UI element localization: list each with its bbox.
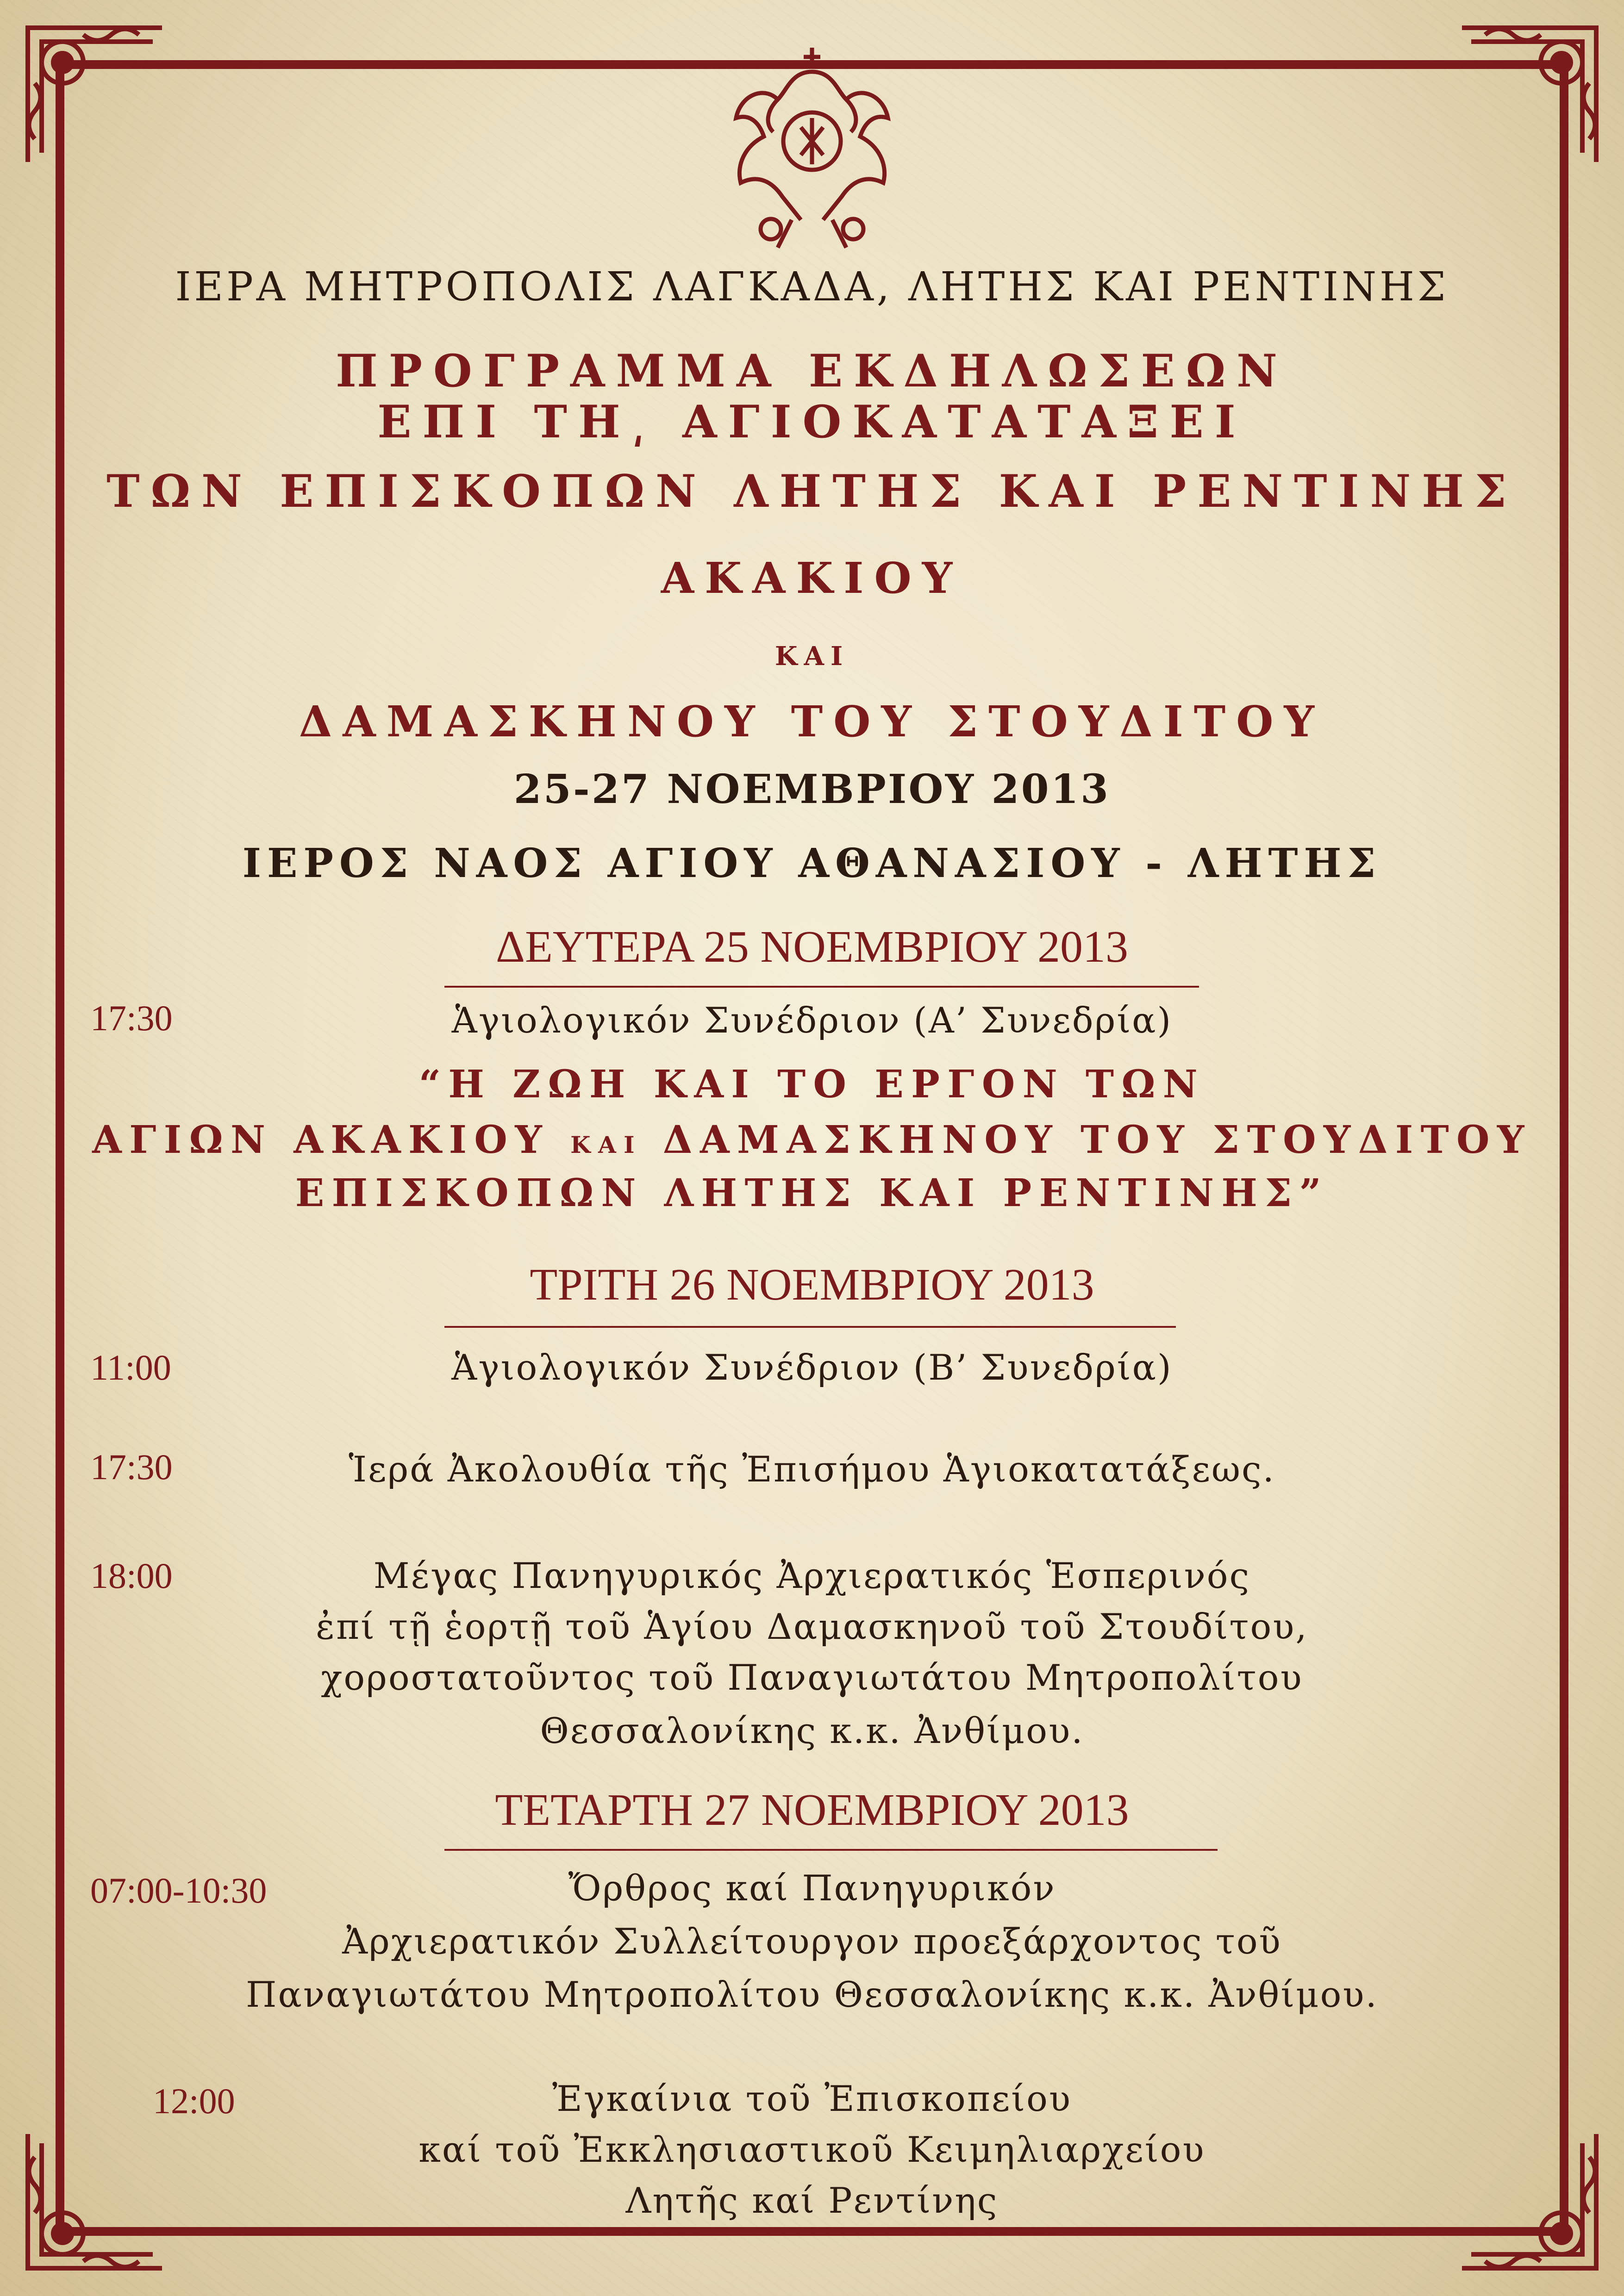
lecture-title-line: ΕΠΙΣΚΟΠΩΝ ΛΗΤΗΣ ΚΑΙ ΡΕΝΤΙΝΗΣ”	[295, 1171, 1329, 1215]
event-description: Ἀρχιερατικόν Συλλείτουργον προεξάρχοντος τοῦ	[342, 1921, 1282, 1962]
lecture-title-saints: ΑΓΙΩΝ ΑΚΑΚΙΟΥ	[92, 1118, 550, 1162]
lecture-title-line: “Η ΖΩΗ ΚΑΙ ΤΟ ΕΡΓΟΝ ΤΩΝ	[418, 1062, 1206, 1107]
saint-name-damaskinos: ΔΑΜΑΣΚΗΝΟΥ ΤΟΥ ΣΤΟΥΔΙΤΟΥ	[299, 697, 1325, 747]
event-description: Παναγιωτάτου Μητροπολίτου Θεσσαλονίκης κ.κ. Ἀνθίμου.	[246, 1974, 1378, 2015]
saint-name-akakios: ΑΚΑΚΙΟΥ	[661, 553, 963, 603]
event-description: χοροστατοῦντος τοῦ Παναγιωτάτου Μητροπολίτου	[321, 1657, 1303, 1698]
ornamental-corner-icon	[1453, 19, 1605, 171]
event-description: Μέγας Πανηγυρικός Ἀρχιερατικός Ἑσπερινός	[373, 1555, 1251, 1596]
day-heading-tuesday: ΤΡΙΤΗ 26 ΝΟΕΜΒΡΙΟΥ 2013	[530, 1260, 1094, 1310]
day-divider	[444, 1849, 1218, 1851]
metropolis-title: ΙΕΡΑ ΜΗΤΡΟΠΟΛΙΣ ΛΑΓΚΑΔΑ, ΛΗΤΗΣ ΚΑΙ ΡΕΝΤΙΝΗΣ	[175, 264, 1449, 310]
event-time: 17:30	[90, 1447, 173, 1487]
program-subtitle-bishops: ΤΩΝ ΕΠΙΣΚΟΠΩΝ ΛΗΤΗΣ ΚΑΙ ΡΕΝΤΙΝΗΣ	[106, 465, 1518, 517]
program-subtitle: ΕΠΙ ΤΗ͵ ΑΓΙΟΚΑΤΑΤΑΞΕΙ	[377, 396, 1247, 448]
day-heading-wednesday: ΤΕΤΑΡΤΗ 27 ΝΟΕΜΒΡΙΟΥ 2013	[495, 1785, 1129, 1835]
lecture-title-damaskinos: ΔΑΜΑΣΚΗΝΟΥ ΤΟΥ ΣΤΟΥΔΙΤΟΥ	[662, 1118, 1532, 1162]
conjunction-kai: ΚΑΙ	[775, 641, 849, 672]
day-divider	[444, 1326, 1176, 1328]
event-description: Ἐγκαίνια τοῦ Ἐπισκοπείου	[552, 2078, 1072, 2119]
event-time: 11:00	[90, 1347, 171, 1388]
day-heading-monday: ΔΕΥΤΕΡΑ 25 ΝΟΕΜΒΡΙΟΥ 2013	[496, 922, 1128, 972]
double-headed-eagle-icon	[708, 44, 916, 257]
event-time: 17:30	[90, 998, 173, 1038]
event-description: Ἱερά Ἀκολουθία τῆς Ἐπισήμου Ἁγιοκατατάξεως.	[349, 1449, 1275, 1490]
event-time: 18:00	[90, 1556, 173, 1596]
event-description: καί τοῦ Ἐκκλησιαστικοῦ Κειμηλιαρχείου	[418, 2129, 1206, 2170]
program-title: ΠΡΟΓΡΑΜΜΑ ΕΚΔΗΛΩΣΕΩΝ	[336, 345, 1288, 397]
event-time: 12:00	[153, 2081, 235, 2121]
event-description: Ἁγιολογικόν Συνέδριον (Α’ Συνεδρία)	[451, 1000, 1173, 1041]
event-time: 07:00-10:30	[90, 1870, 267, 1910]
lecture-title-line	[0, 1118, 1624, 1162]
event-description: Θεσσαλονίκης κ.κ. Ἀνθίμου.	[540, 1710, 1084, 1751]
lecture-title-kai: ΚΑΙ	[570, 1131, 642, 1158]
ornamental-corner-icon	[19, 19, 171, 171]
event-description: ἐπί τῇ ἑορτῇ τοῦ Ἁγίου Δαμασκηνοῦ τοῦ Στουδίτου,	[316, 1606, 1308, 1647]
event-description: Λητῆς καί Ρεντίνης	[625, 2180, 999, 2221]
venue: ΙΕΡΟΣ ΝΑΟΣ ΑΓΙΟΥ ΑΘΑΝΑΣΙΟΥ - ΛΗΤΗΣ	[242, 840, 1382, 887]
event-dates: 25-27 ΝΟΕΜΒΡΙΟΥ 2013	[513, 766, 1111, 813]
day-divider	[444, 986, 1199, 988]
event-description: Ὄρθρος καί Πανηγυρικόν	[568, 1867, 1056, 1909]
event-description: Ἁγιολογικόν Συνέδριον (Β’ Συνεδρία)	[451, 1347, 1173, 1388]
